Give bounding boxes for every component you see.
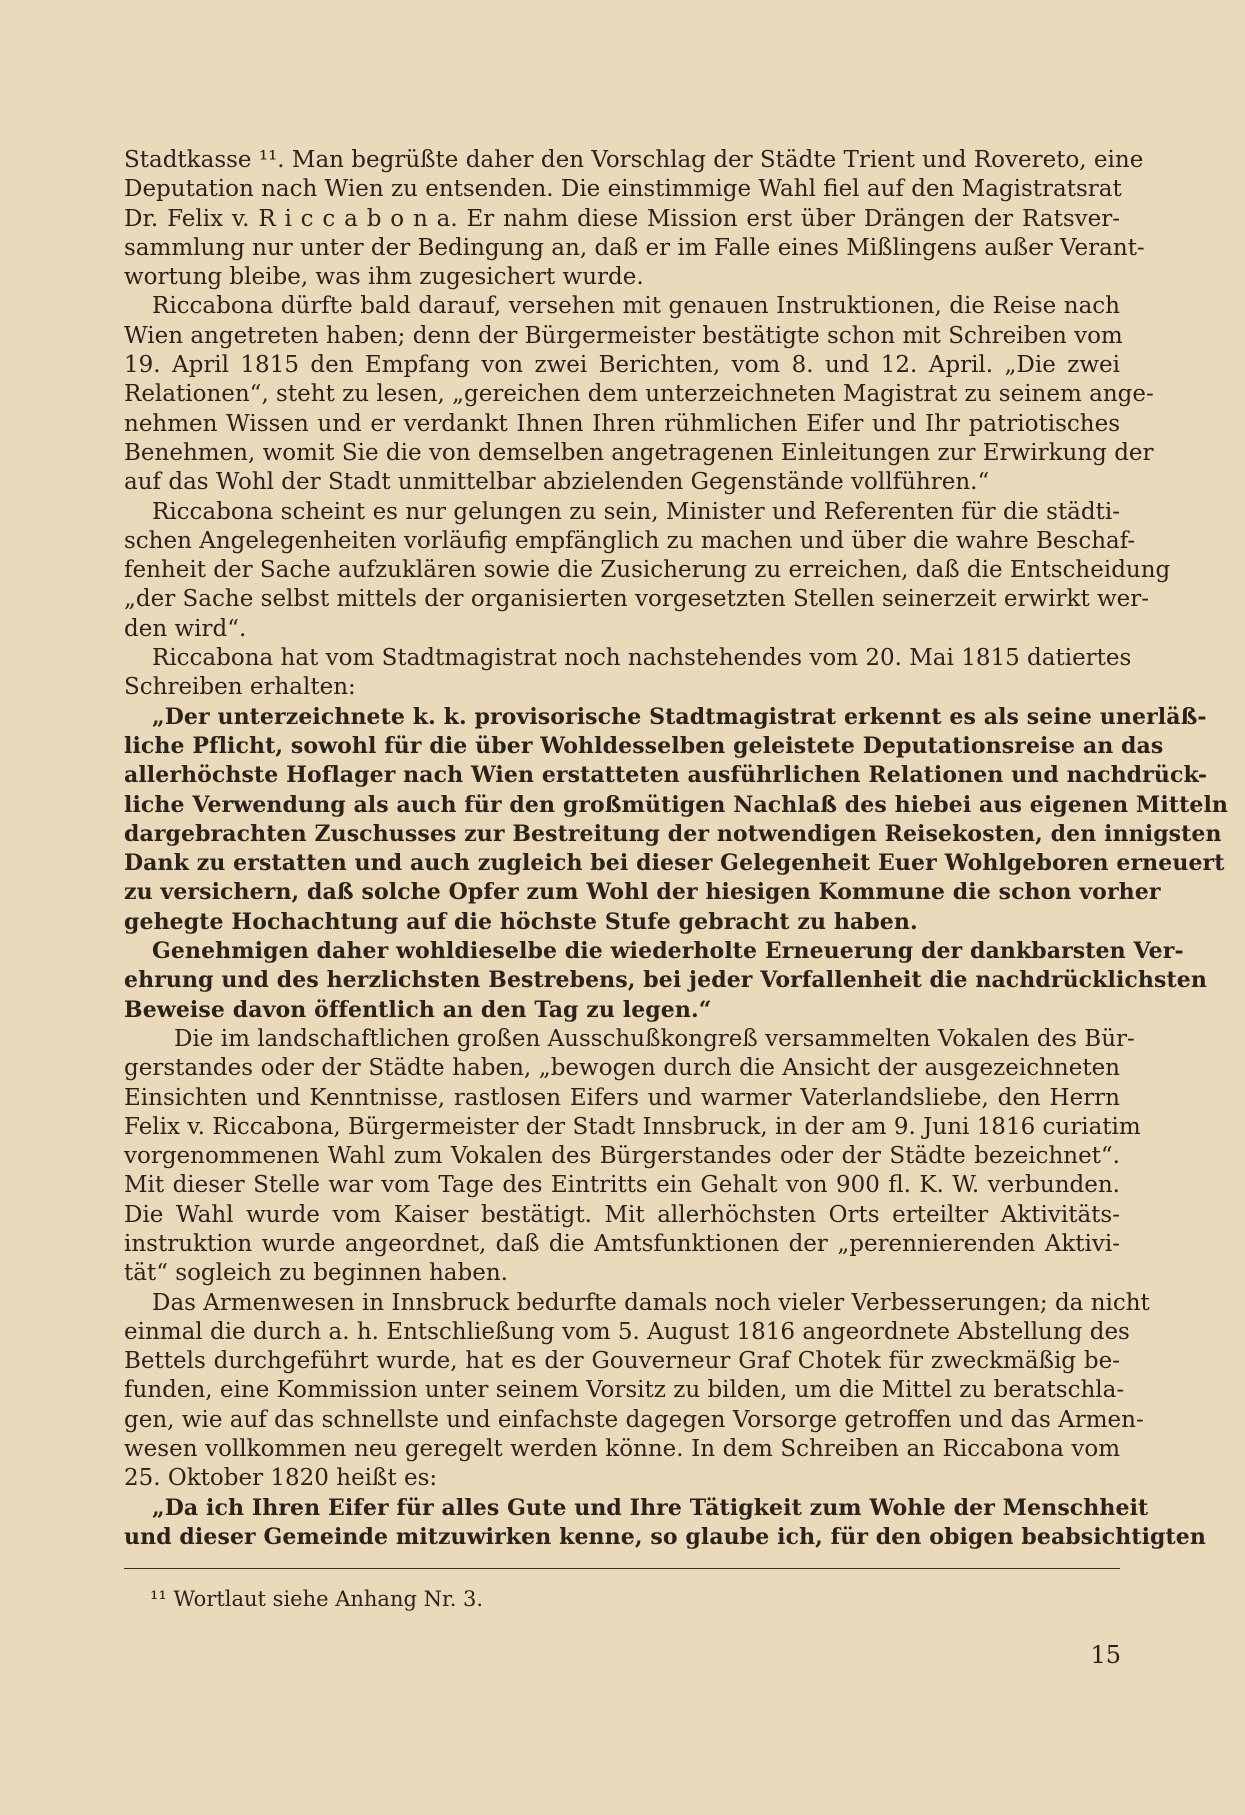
text-line: gerstandes oder der Städte haben, „bewogen durch die Ansicht der ausgezeichneten	[124, 1055, 1120, 1082]
text-line: wesen vollkommen neu geregelt werden könne. In dem Schreiben an Riccabona vom	[124, 1436, 1120, 1463]
text-line: Einsichten und Kenntnisse, rastlosen Eifers und warmer Vaterlandsliebe, den Herrn	[124, 1084, 1120, 1111]
text-line: den wird“.	[124, 615, 247, 642]
text-line: Relationen“, steht zu lesen, „gereichen dem unterzeichneten Magistrat zu seinem ange-	[124, 381, 1154, 408]
text-line: 25. Oktober 1820 heißt es:	[124, 1465, 438, 1492]
text-line: Riccabona hat vom Stadtmagistrat noch nachstehendes vom 20. Mai 1815 datiertes	[152, 645, 1132, 672]
text-line: Genehmigen daher wohldieselbe die wiederholte Erneuerung der dankbarsten Ver-	[152, 938, 1184, 965]
page-number: 15	[1090, 1641, 1121, 1669]
text-line: ehrung und des herzlichsten Bestrebens, bei jeder Vorfallenheit die nachdrücklichsten	[124, 967, 1207, 994]
body-text	[124, 146, 1229, 1552]
text-line: instruktion wurde angeordnet, daß die Amtsfunktionen der „perennierenden Aktivi-	[124, 1230, 1120, 1257]
text-line: und dieser Gemeinde mitzuwirken kenne, so glaube ich, für den obigen beabsichtigten	[124, 1523, 1206, 1550]
text-line: vorgenommenen Wahl zum Vokalen des Bürgerstandes oder der Städte bezeichnet“.	[124, 1143, 1120, 1170]
text-line: zu versichern, daß solche Opfer zum Wohl der hiesigen Kommune die schon vorher	[124, 879, 1161, 906]
text-line: Dank zu erstatten und auch zugleich bei dieser Gelegenheit Euer Wohlgeboren erneuert	[124, 850, 1225, 877]
text-line: Beweise davon öffentlich an den Tag zu legen.“	[124, 996, 712, 1023]
text-line: „Der unterzeichnete k. k. provisorische Stadtmagistrat erkennt es als seine unerläß-	[152, 703, 1207, 730]
text-line: liche Pflicht, sowohl für die über Wohldesselben geleistete Deputationsreise an das	[124, 732, 1164, 759]
text-line: gehegte Hochachtung auf die höchste Stufe gebracht zu haben.	[124, 908, 918, 935]
footnote-divider	[124, 1568, 1120, 1569]
text-line: sammlung nur unter der Bedingung an, daß er im Falle eines Mißlingens außer Verant-	[124, 234, 1145, 261]
text-line: Dr. Felix v. R i c c a b o n a. Er nahm diese Mission erst über Drängen der Ratsver-	[124, 205, 1120, 232]
text-line: Felix v. Riccabona, Bürgermeister der Stadt Innsbruck, in der am 9. Juni 1816 curiatim	[124, 1113, 1141, 1140]
text-line: funden, eine Kommission unter seinem Vorsitz zu bilden, um die Mittel zu beratschla-	[124, 1377, 1125, 1404]
footnote: ¹¹ Wortlaut siehe Anhang Nr. 3.	[150, 1587, 484, 1611]
text-line: schen Angelegenheiten vorläufig empfänglich zu machen und über die wahre Beschaf-	[124, 527, 1136, 554]
text-line: Das Armenwesen in Innsbruck bedurfte damals noch vieler Verbesserungen; da nicht	[152, 1289, 1150, 1316]
text-line: einmal die durch a. h. Entschließung vom 5. August 1816 angeordnete Abstellung des	[124, 1318, 1130, 1345]
text-line: 19. April 1815 den Empfang von zwei Berichten, vom 8. und 12. April. „Die zwei	[124, 352, 1120, 379]
text-line: wortung bleibe, was ihm zugesichert wurde.	[124, 264, 644, 291]
text-line: Benehmen, womit Sie die von demselben angetragenen Einleitungen zur Erwirkung der	[124, 439, 1154, 466]
text-line: Wien angetreten haben; denn der Bürgermeister bestätigte schon mit Schreiben vom	[124, 322, 1123, 349]
text-line: allerhöchste Hoflager nach Wien erstatteten ausführlichen Relationen und nachdrück-	[124, 762, 1208, 789]
text-line: „Da ich Ihren Eifer für alles Gute und Ihre Tätigkeit zum Wohle der Menschheit	[152, 1494, 1149, 1521]
text-line: Schreiben erhalten:	[124, 674, 356, 701]
text-line: Bettels durchgeführt wurde, hat es der Gouverneur Graf Chotek für zweckmäßig be-	[124, 1348, 1120, 1375]
text-line: Riccabona scheint es nur gelungen zu sein, Minister und Referenten für die städti-	[152, 498, 1120, 525]
text-line: gen, wie auf das schnellste und einfachste dagegen Vorsorge getroffen und das Armen-	[124, 1406, 1144, 1433]
text-line: nehmen Wissen und er verdankt Ihnen Ihren rühmlichen Eifer und Ihr patriotisches	[124, 410, 1120, 437]
text-line: Die Wahl wurde vom Kaiser bestätigt. Mit allerhöchsten Orts erteilter Aktivitäts-	[124, 1201, 1120, 1228]
text-line: tät“ sogleich zu beginnen haben.	[124, 1260, 508, 1287]
text-line: dargebrachten Zuschusses zur Bestreitung der notwendigen Reisekosten, den innigsten	[124, 820, 1222, 847]
text-line: auf das Wohl der Stadt unmittelbar abzielenden Gegenstände vollführen.“	[124, 469, 990, 496]
text-line: fenheit der Sache aufzuklären sowie die Zusicherung zu erreichen, daß die Entscheidung	[124, 557, 1171, 584]
text-line: Mit dieser Stelle war vom Tage des Eintritts ein Gehalt von 900 fl. K. W. verbunden.	[124, 1172, 1120, 1199]
text-line: Stadtkasse ¹¹. Man begrüßte daher den Vorschlag der Städte Trient und Rovereto, eine	[124, 147, 1144, 173]
text-line: Die im landschaftlichen großen Ausschußkongreß versammelten Vokalen des Bür-	[174, 1025, 1135, 1052]
text-line: Deputation nach Wien zu entsenden. Die einstimmige Wahl fiel auf den Magistratsrat	[124, 176, 1122, 203]
text-line: „der Sache selbst mittels der organisierten vorgesetzten Stellen seinerzeit erwirkt wer-	[124, 586, 1150, 613]
text-line: Riccabona dürfte bald darauf, versehen mit genauen Instruktionen, die Reise nach	[152, 293, 1120, 320]
text-line: liche Verwendung als auch für den großmütigen Nachlaß des hiebei aus eigenen Mitteln	[124, 791, 1229, 818]
